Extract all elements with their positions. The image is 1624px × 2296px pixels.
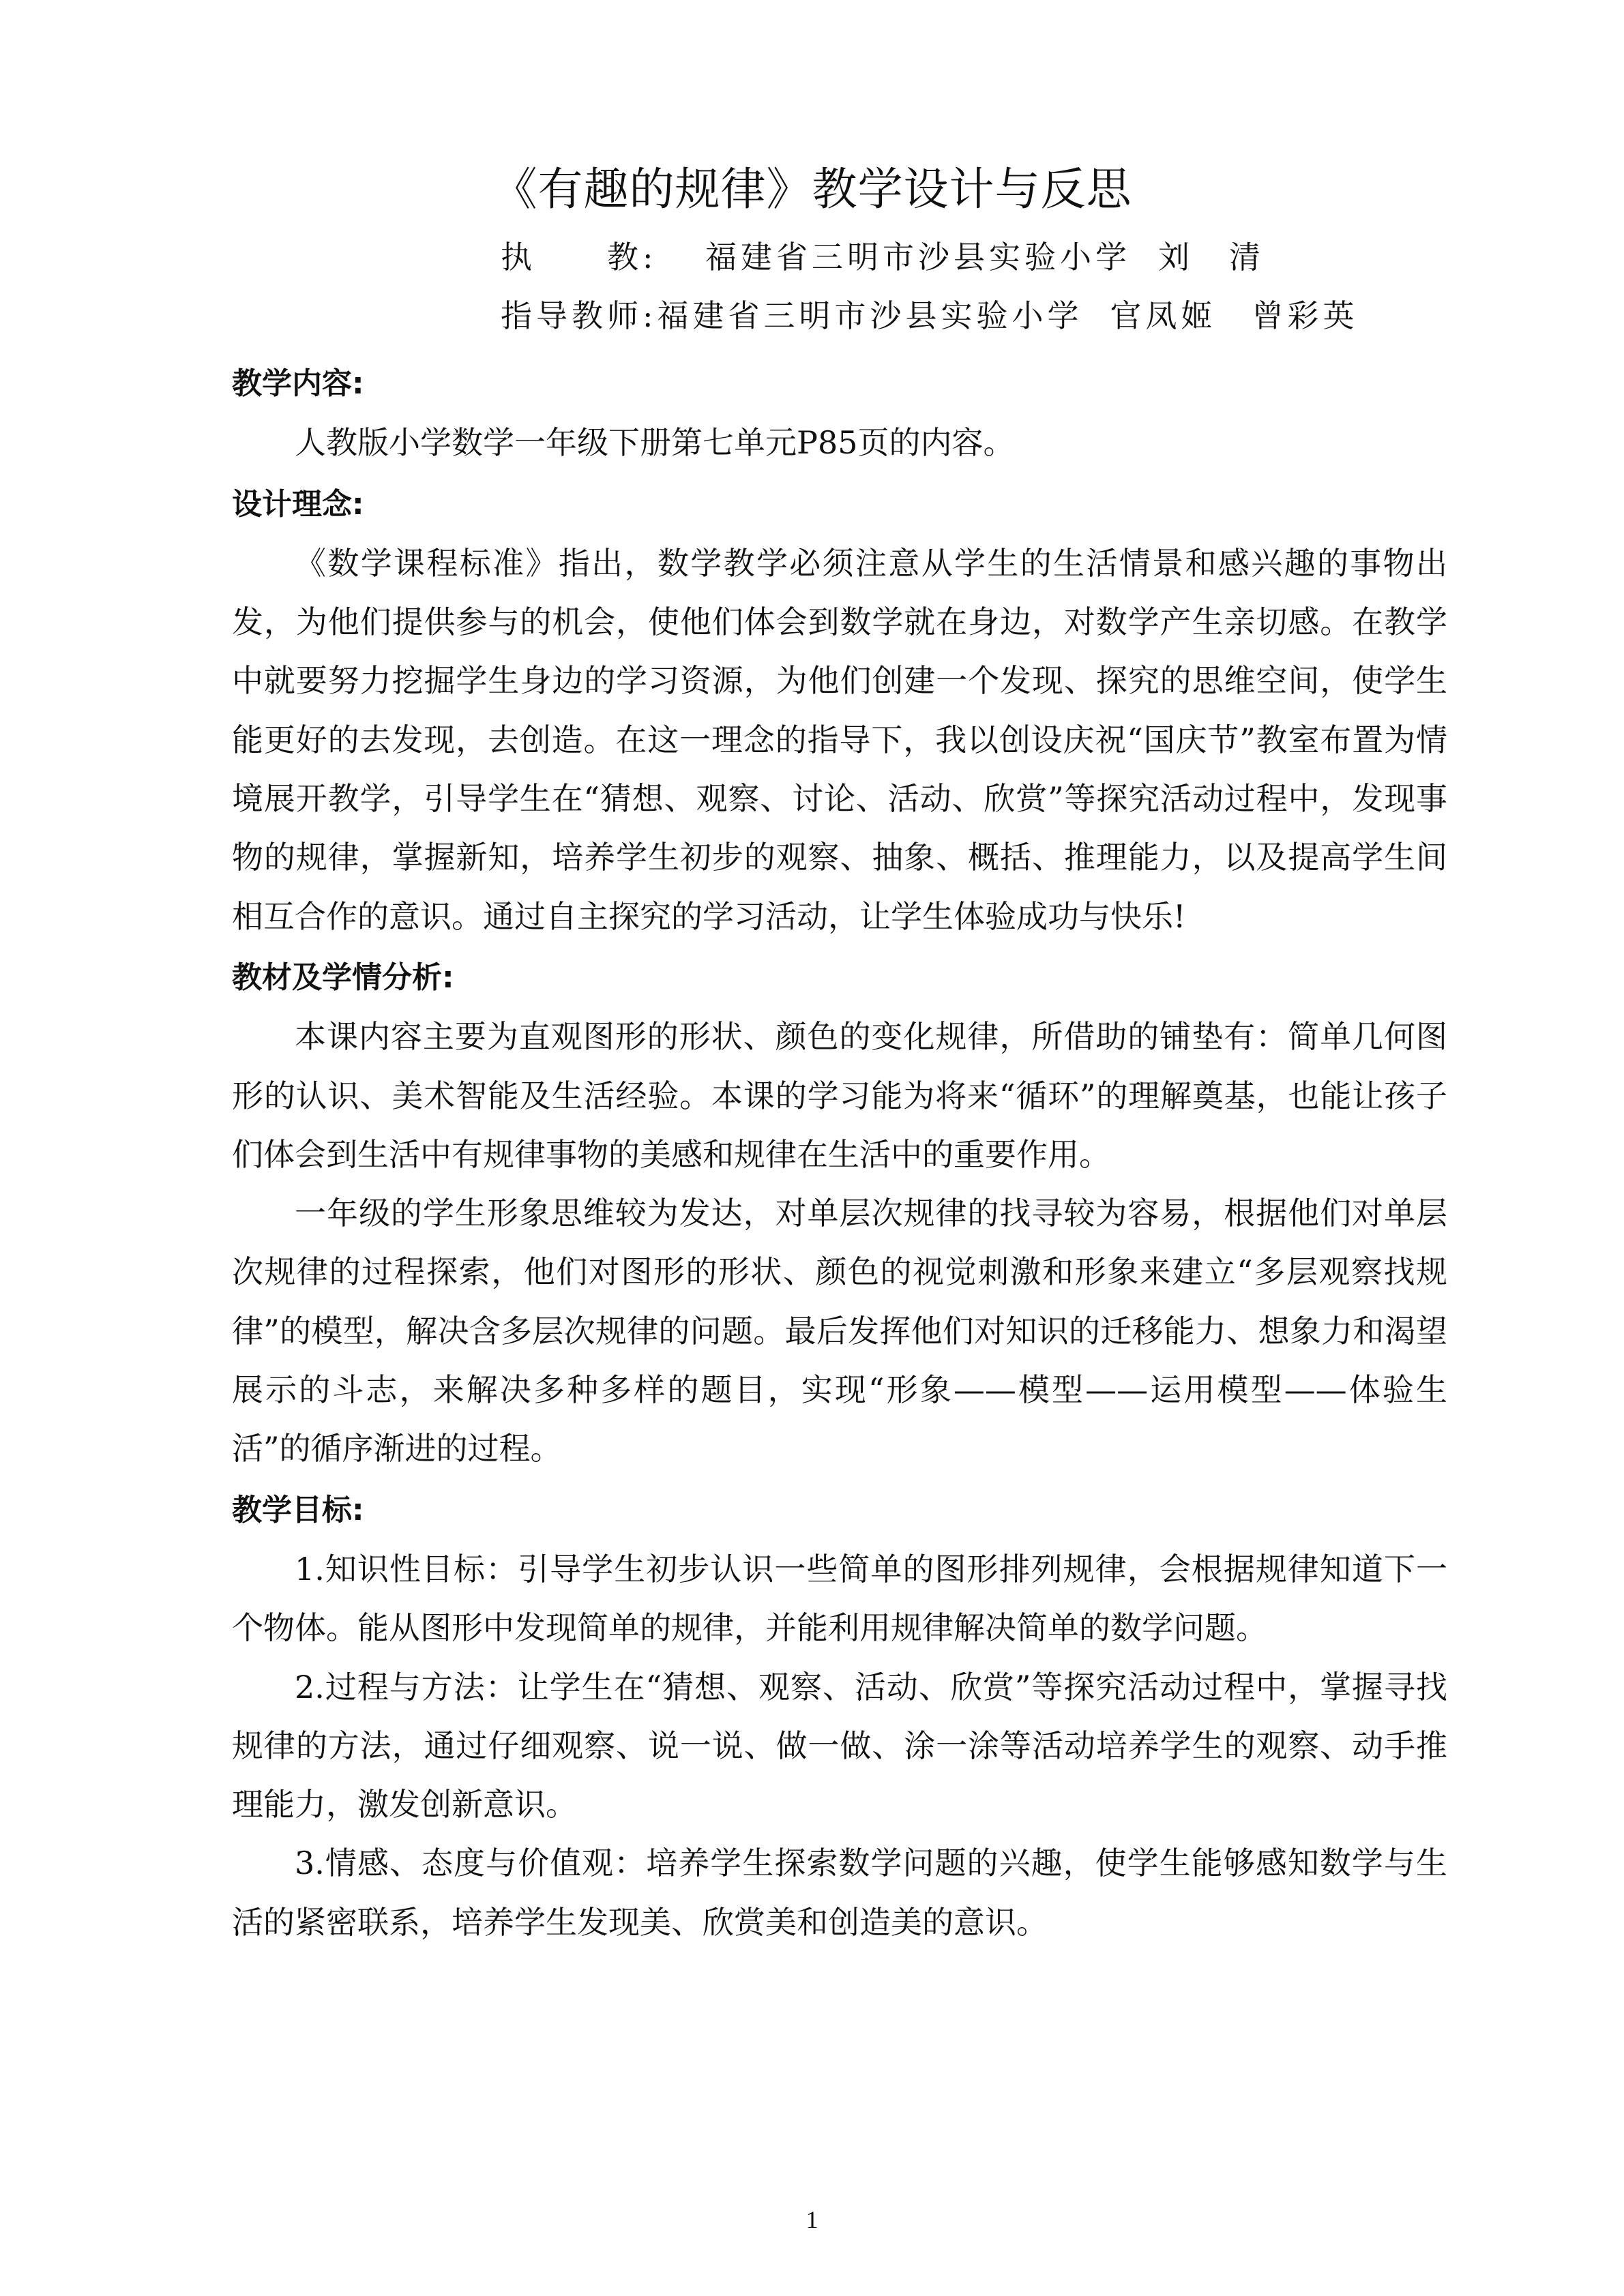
document-title: 《有趣的规律》教学设计与反思 <box>492 163 1132 215</box>
paragraph-analysis-students: 一年级的学生形象思维较为发达，对单层次规律的找寻较为容易，根据他们对单层次规律的过程探索，他们对图形的形状、颜色的视觉刺激和形象来建立“多层观察找规律”的模型，解决含多层次规律的问题。最后发挥他们对知识的迁移能力、想象力和渴望展示的斗志，来解决多种多样的题目，实现“形象——模型——运用模型——体验生活”的循序渐进的过程。 <box>232 1195 1447 1467</box>
goal-emotion-attitude: 3.情感、态度与价值观：培养学生探索数学问题的兴趣，使学生能够感知数学与生活的紧密联系，培养学生发现美、欣赏美和创造美的意识。 <box>232 1845 1447 1941</box>
teacher-school: 福建省三明市沙县实验小学 <box>705 239 1131 275</box>
advisor-names: 官凤姬 曾彩英 <box>1110 297 1359 334</box>
heading-teaching-goals: 教学目标: <box>232 1492 364 1527</box>
page-number: 1 <box>806 2206 818 2233</box>
paragraph-design-concept: 《数学课程标准》指出，数学教学必须注意从学生的生活情景和感兴趣的事物出发，为他们提供参与的机会，使他们体会到数学就在身边，对数学产生亲切感。在教学中就要努力挖掘学生身边的学习资源，为他们创建一个发现、探究的思维空间，使学生能更好的去发现，去创造。在这一理念的指导下，我以创设庆祝“国庆节”教室布置为情境展开教学，引导学生在“猜想、观察、讨论、活动、欣赏”等探究活动过程中，发现事物的规律，掌握新知，培养学生初步的观察、抽象、概括、推理能力，以及提高学生间相互合作的意识。通过自主探究的学习活动，让学生体验成功与快乐! <box>232 544 1447 935</box>
teacher-role: 执 教: <box>501 239 658 275</box>
paragraph-teaching-content: 人教版小学数学一年级下册第七单元P85页的内容。 <box>295 424 1015 462</box>
teacher-name: 刘 清 <box>1158 239 1265 275</box>
heading-design-concept: 设计理念: <box>232 486 364 522</box>
goal-process-method: 2.过程与方法：让学生在“猜想、观察、活动、欣赏”等探究活动过程中，掌握寻找规律的方法，通过仔细观察、说一说、做一做、涂一涂等活动培养学生的观察、动手推理能力，激发创新意识。 <box>232 1668 1447 1823</box>
heading-analysis: 教材及学情分析: <box>232 959 454 995</box>
teacher-line <box>501 233 1265 281</box>
goal-knowledge: 1.知识性目标：引导学生初步认识一些简单的图形排列规律，会根据规律知道下一个物体。能从图形中发现简单的规律，并能利用规律解决简单的数学问题。 <box>232 1550 1447 1647</box>
advisor-school: 福建省三明市沙县实验小学 <box>657 297 1083 334</box>
advisor-role: 指导教师: <box>501 297 658 334</box>
document-body <box>232 355 1447 1952</box>
advisor-line <box>501 292 1359 340</box>
paragraph-analysis-material: 本课内容主要为直观图形的形状、颜色的变化规律，所借助的铺垫有：简单几何图形的认识、美术智能及生活经验。本课的学习能为将来“循环”的理解奠基，也能让孩子们体会到生活中有规律事物的美感和规律在生活中的重要作用。 <box>232 1018 1447 1173</box>
heading-teaching-content: 教学内容: <box>232 366 364 401</box>
